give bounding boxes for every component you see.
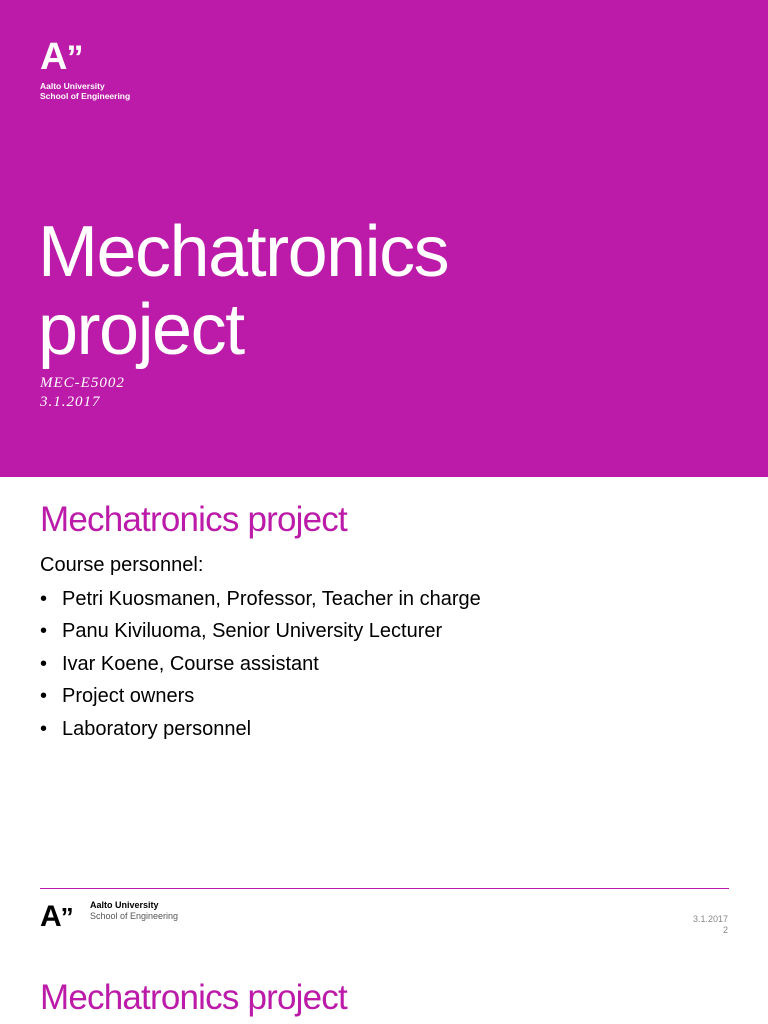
bullet-icon: •: [40, 685, 48, 708]
bullet-icon: •: [40, 620, 48, 643]
footer-date: 3.1.2017: [692, 914, 728, 924]
footer-meta: [693, 914, 728, 936]
title-slide: [0, 0, 768, 477]
footer-org-line-1: Aalto University: [90, 900, 159, 910]
slide-subtitle: [40, 374, 125, 412]
page-number: 2: [722, 925, 728, 935]
list-item: • Laboratory personnel: [40, 713, 481, 745]
aalto-logo-icon: A”: [40, 36, 81, 78]
footer-org-name: [90, 900, 178, 922]
footer-divider: [40, 888, 729, 889]
next-slide-title: Mechatronics project: [40, 978, 347, 1017]
personnel-list: [40, 583, 481, 745]
bullet-icon: •: [40, 652, 48, 675]
footer-aalto-logo-icon: A”: [40, 900, 72, 933]
org-name: [40, 81, 130, 101]
slide-title-line-1: Mechatronics: [38, 212, 449, 292]
bullet-icon: •: [40, 588, 48, 610]
list-item: • Panu Kiviluoma, Senior University Lecturer: [40, 615, 481, 647]
list-item: • Project owners: [40, 680, 481, 712]
list-item: • Ivar Koene, Course assistant: [40, 648, 481, 680]
org-line-2: School of Engineering: [40, 91, 131, 101]
footer-org-line-2: School of Engineering: [90, 911, 179, 921]
bullet-icon: •: [40, 717, 48, 740]
list-item: • Petri Kuosmanen, Professor, Teacher in charge: [40, 583, 481, 615]
slide-date: 3.1.2017: [40, 394, 101, 410]
slide-title-line-2: project: [38, 290, 244, 370]
content-slide: [0, 477, 768, 947]
org-line-1: Aalto University: [40, 81, 105, 91]
course-code: MEC-E5002: [40, 375, 125, 391]
next-slide: [0, 947, 768, 1024]
slide-title: [38, 213, 738, 369]
personnel-heading: Course personnel:: [40, 554, 204, 576]
content-slide-title: Mechatronics project: [40, 500, 347, 539]
